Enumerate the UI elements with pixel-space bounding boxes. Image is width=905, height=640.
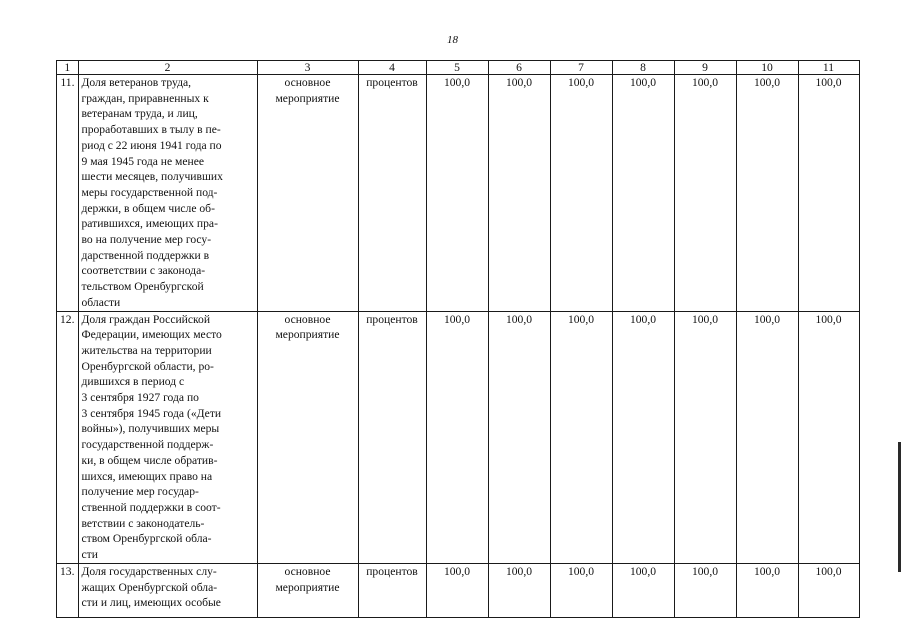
column-header-8: 8	[612, 61, 674, 75]
value-cell: 100,0	[736, 311, 798, 563]
description-line: ственной поддержки в соот-	[81, 500, 221, 514]
value-cell: 100,0	[550, 311, 612, 563]
unit-of-measure: процентов	[358, 311, 426, 563]
description-line: 9 мая 1945 года не менее	[81, 154, 205, 168]
value-cell: 100,0	[736, 563, 798, 617]
description-line: Доля ветеранов труда,	[81, 76, 192, 89]
description-line: области	[81, 295, 121, 309]
value-cell: 100,0	[798, 75, 859, 312]
description-line: дарственной поддержки в	[81, 248, 210, 262]
description-line: войны»), получивших меры	[81, 422, 220, 436]
table-row	[57, 75, 860, 312]
description-line: жащих Оренбургской обла-	[81, 580, 218, 594]
column-header-10: 10	[736, 61, 798, 75]
description-line: шихся, имеющих право на	[81, 469, 213, 483]
unit-of-measure: процентов	[358, 563, 426, 617]
description-line: Доля государственных слу-	[81, 564, 217, 578]
measure-type-line: мероприятие	[275, 91, 340, 105]
description-line: ки, в общем числе обратив-	[81, 453, 218, 467]
scan-edge-line	[898, 442, 901, 572]
measure-type	[257, 563, 358, 617]
column-number-row	[57, 61, 860, 75]
description-line: получение мер государ-	[81, 485, 199, 499]
value-cell: 100,0	[488, 563, 550, 617]
column-header-5: 5	[426, 61, 488, 75]
description-line: ратившихся, имеющих пра-	[81, 217, 218, 231]
measure-type-line: мероприятие	[275, 580, 340, 594]
description-line: Федерации, имеющих место	[81, 328, 222, 342]
value-cell: 100,0	[426, 563, 488, 617]
row-number: 12.	[57, 311, 79, 563]
row-number: 13.	[57, 563, 79, 617]
value-cell: 100,0	[612, 311, 674, 563]
measure-type-line: мероприятие	[275, 328, 340, 342]
column-header-4: 4	[358, 61, 426, 75]
row-number: 11.	[57, 75, 79, 312]
unit-of-measure: процентов	[358, 75, 426, 312]
indicator-description	[78, 75, 257, 312]
value-cell: 100,0	[426, 311, 488, 563]
description-line: ветеранам труда, и лиц,	[81, 107, 198, 121]
indicator-description	[78, 563, 257, 617]
value-cell: 100,0	[798, 563, 859, 617]
value-cell: 100,0	[550, 75, 612, 312]
column-header-3: 3	[257, 61, 358, 75]
description-line: государственной поддерж-	[81, 438, 214, 452]
measure-type-line: основное	[284, 312, 331, 326]
description-line: 3 сентября 1945 года («Дети	[81, 406, 222, 420]
value-cell: 100,0	[612, 563, 674, 617]
column-header-2: 2	[78, 61, 257, 75]
description-line: сти и лиц, имеющих особые	[81, 596, 221, 610]
measure-type-line: основное	[284, 564, 331, 578]
column-header-7: 7	[550, 61, 612, 75]
table-row	[57, 563, 860, 617]
indicator-description	[78, 311, 257, 563]
value-cell: 100,0	[674, 563, 736, 617]
column-header-9: 9	[674, 61, 736, 75]
page-number: 18	[447, 34, 458, 46]
description-line: дившихся в период с	[81, 375, 185, 389]
description-line: держки, в общем числе об-	[81, 201, 215, 215]
description-line: шести месяцев, получивших	[81, 170, 223, 184]
value-cell: 100,0	[674, 75, 736, 312]
table-row	[57, 311, 860, 563]
measure-type	[257, 75, 358, 312]
measure-type	[257, 311, 358, 563]
measure-type-line: основное	[284, 76, 331, 89]
column-header-1: 1	[57, 61, 79, 75]
value-cell: 100,0	[488, 311, 550, 563]
description-line: сти	[81, 548, 98, 562]
description-line: 3 сентября 1927 года по	[81, 391, 199, 405]
description-line: ством Оренбургской обла-	[81, 532, 212, 546]
description-line: Доля граждан Российской	[81, 312, 211, 326]
value-cell: 100,0	[736, 75, 798, 312]
value-cell: 100,0	[488, 75, 550, 312]
description-line: тельством Оренбургской	[81, 280, 204, 294]
description-line: жительства на территории	[81, 343, 212, 357]
description-line: во на получение мер госу-	[81, 233, 212, 247]
value-cell: 100,0	[550, 563, 612, 617]
value-cell: 100,0	[798, 311, 859, 563]
column-header-6: 6	[488, 61, 550, 75]
column-header-11: 11	[798, 61, 859, 75]
description-line: риод с 22 июня 1941 года по	[81, 138, 222, 152]
indicators-table	[56, 60, 860, 618]
value-cell: 100,0	[612, 75, 674, 312]
description-line: граждан, приравненных к	[81, 91, 209, 105]
value-cell: 100,0	[426, 75, 488, 312]
description-line: проработавших в тылу в пе-	[81, 123, 221, 137]
description-line: Оренбургской области, ро-	[81, 359, 214, 373]
description-line: соответствии с законода-	[81, 264, 206, 278]
description-line: меры государственной под-	[81, 185, 218, 199]
value-cell: 100,0	[674, 311, 736, 563]
description-line: ветствии с законодатель-	[81, 516, 205, 530]
